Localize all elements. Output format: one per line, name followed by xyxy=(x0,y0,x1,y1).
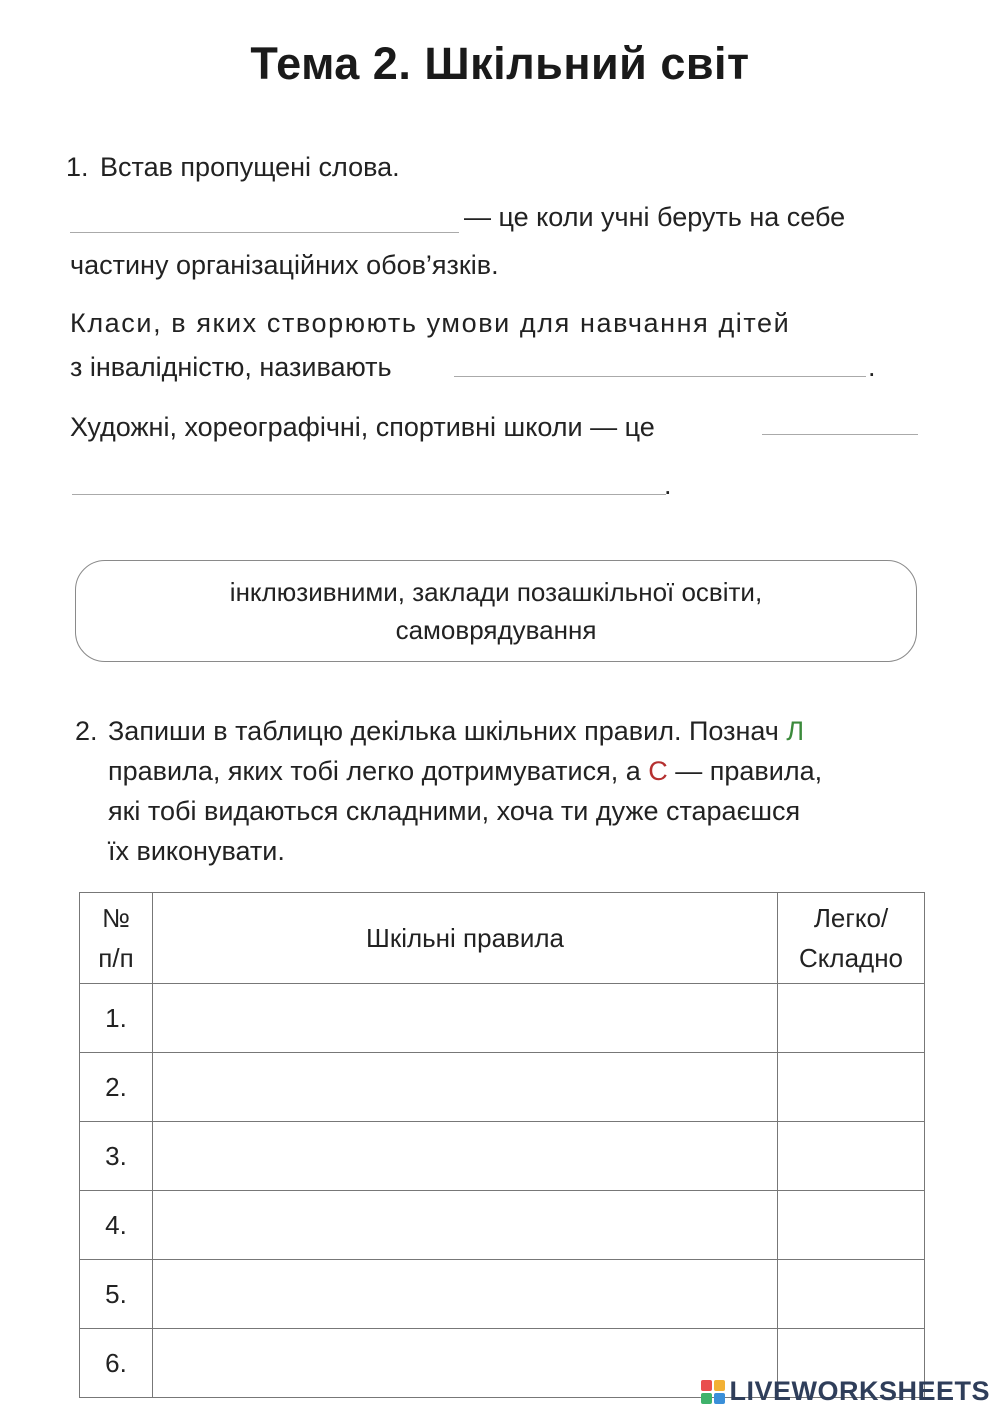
level-cell[interactable] xyxy=(778,1191,925,1260)
logo-mark-icon xyxy=(701,1380,725,1404)
question-2-line-1 xyxy=(108,716,804,747)
liveworksheets-logo xyxy=(701,1376,990,1407)
question-1-number: 1. xyxy=(66,152,89,182)
logo-text: LIVEWORKSHEETS xyxy=(729,1376,990,1406)
logo-square-2 xyxy=(714,1380,725,1391)
rule-cell[interactable] xyxy=(153,984,778,1053)
rule-cell[interactable] xyxy=(153,1260,778,1329)
rule-cell[interactable] xyxy=(153,1191,778,1260)
question-2-line-1-text: Запиши в таблицю декілька шкільних правил. Познач xyxy=(108,716,779,746)
sentence-2-line-1: Класи, в яких створюють умови для навчання дітей xyxy=(70,308,791,338)
table-row xyxy=(80,984,925,1053)
header-level-line-2: Складно xyxy=(798,943,904,973)
logo-square-1 xyxy=(701,1380,712,1391)
sentence-3-line-1: Художні, хореографічні, спортивні школи — це xyxy=(70,412,655,442)
header-level xyxy=(778,893,925,984)
sentence-1-continuation: частину організаційних обов’язків. xyxy=(70,250,499,280)
question-2-line-2-text-a: правила, яких тобі легко дотримуватися, а xyxy=(108,756,641,786)
word-bank-line-1: інклюзивними, заклади позашкільної освіти, xyxy=(229,577,763,607)
blank-2-input[interactable] xyxy=(454,346,866,377)
blank-1-input[interactable] xyxy=(70,202,459,233)
rule-cell[interactable] xyxy=(153,1329,778,1398)
letter-hard: С xyxy=(648,756,668,786)
rule-cell[interactable] xyxy=(153,1122,778,1191)
sentence-3-period: . xyxy=(664,470,672,500)
rule-cell[interactable] xyxy=(153,1053,778,1122)
header-rules: Шкільні правила xyxy=(153,893,778,984)
header-number-line-2: п/п xyxy=(98,943,134,973)
table-row xyxy=(80,1122,925,1191)
level-cell[interactable] xyxy=(778,984,925,1053)
table-row xyxy=(80,1191,925,1260)
blank-3a-input[interactable] xyxy=(762,404,918,435)
table-header-row xyxy=(80,893,925,984)
row-number: 2. xyxy=(80,1053,153,1122)
level-cell[interactable] xyxy=(778,1122,925,1191)
page-title: Тема 2. Шкільний світ xyxy=(250,38,750,89)
level-cell[interactable] xyxy=(778,1260,925,1329)
question-1-prompt: Встав пропущені слова. xyxy=(100,152,400,182)
word-bank xyxy=(75,560,917,662)
word-bank-line-2: самоврядування xyxy=(395,615,597,645)
blank-3b-input[interactable] xyxy=(72,464,666,495)
logo-square-3 xyxy=(701,1393,712,1404)
question-2-line-4: їх виконувати. xyxy=(108,836,285,866)
row-number: 3. xyxy=(80,1122,153,1191)
header-level-line-1: Легко/ xyxy=(813,903,889,933)
letter-easy: Л xyxy=(786,716,805,746)
question-2-line-3: які тобі видаються складними, хоча ти дуже стараєшся xyxy=(108,796,801,826)
row-number: 6. xyxy=(80,1329,153,1398)
table-row xyxy=(80,1260,925,1329)
row-number: 4. xyxy=(80,1191,153,1260)
sentence-2-line-2: з інвалідністю, називають xyxy=(70,352,392,382)
logo-square-4 xyxy=(714,1393,725,1404)
header-number-line-1: № xyxy=(102,903,130,933)
level-cell[interactable] xyxy=(778,1053,925,1122)
table-row xyxy=(80,1053,925,1122)
question-2-line-2 xyxy=(108,756,822,787)
row-number: 5. xyxy=(80,1260,153,1329)
sentence-1-rest: — це коли учні беруть на себе xyxy=(464,202,846,232)
question-2-number: 2. xyxy=(75,716,98,746)
row-number: 1. xyxy=(80,984,153,1053)
sentence-2-period: . xyxy=(868,352,876,382)
question-2-line-2-text-b: — правила, xyxy=(675,756,823,786)
header-number xyxy=(80,893,153,984)
rules-table xyxy=(79,892,925,1398)
